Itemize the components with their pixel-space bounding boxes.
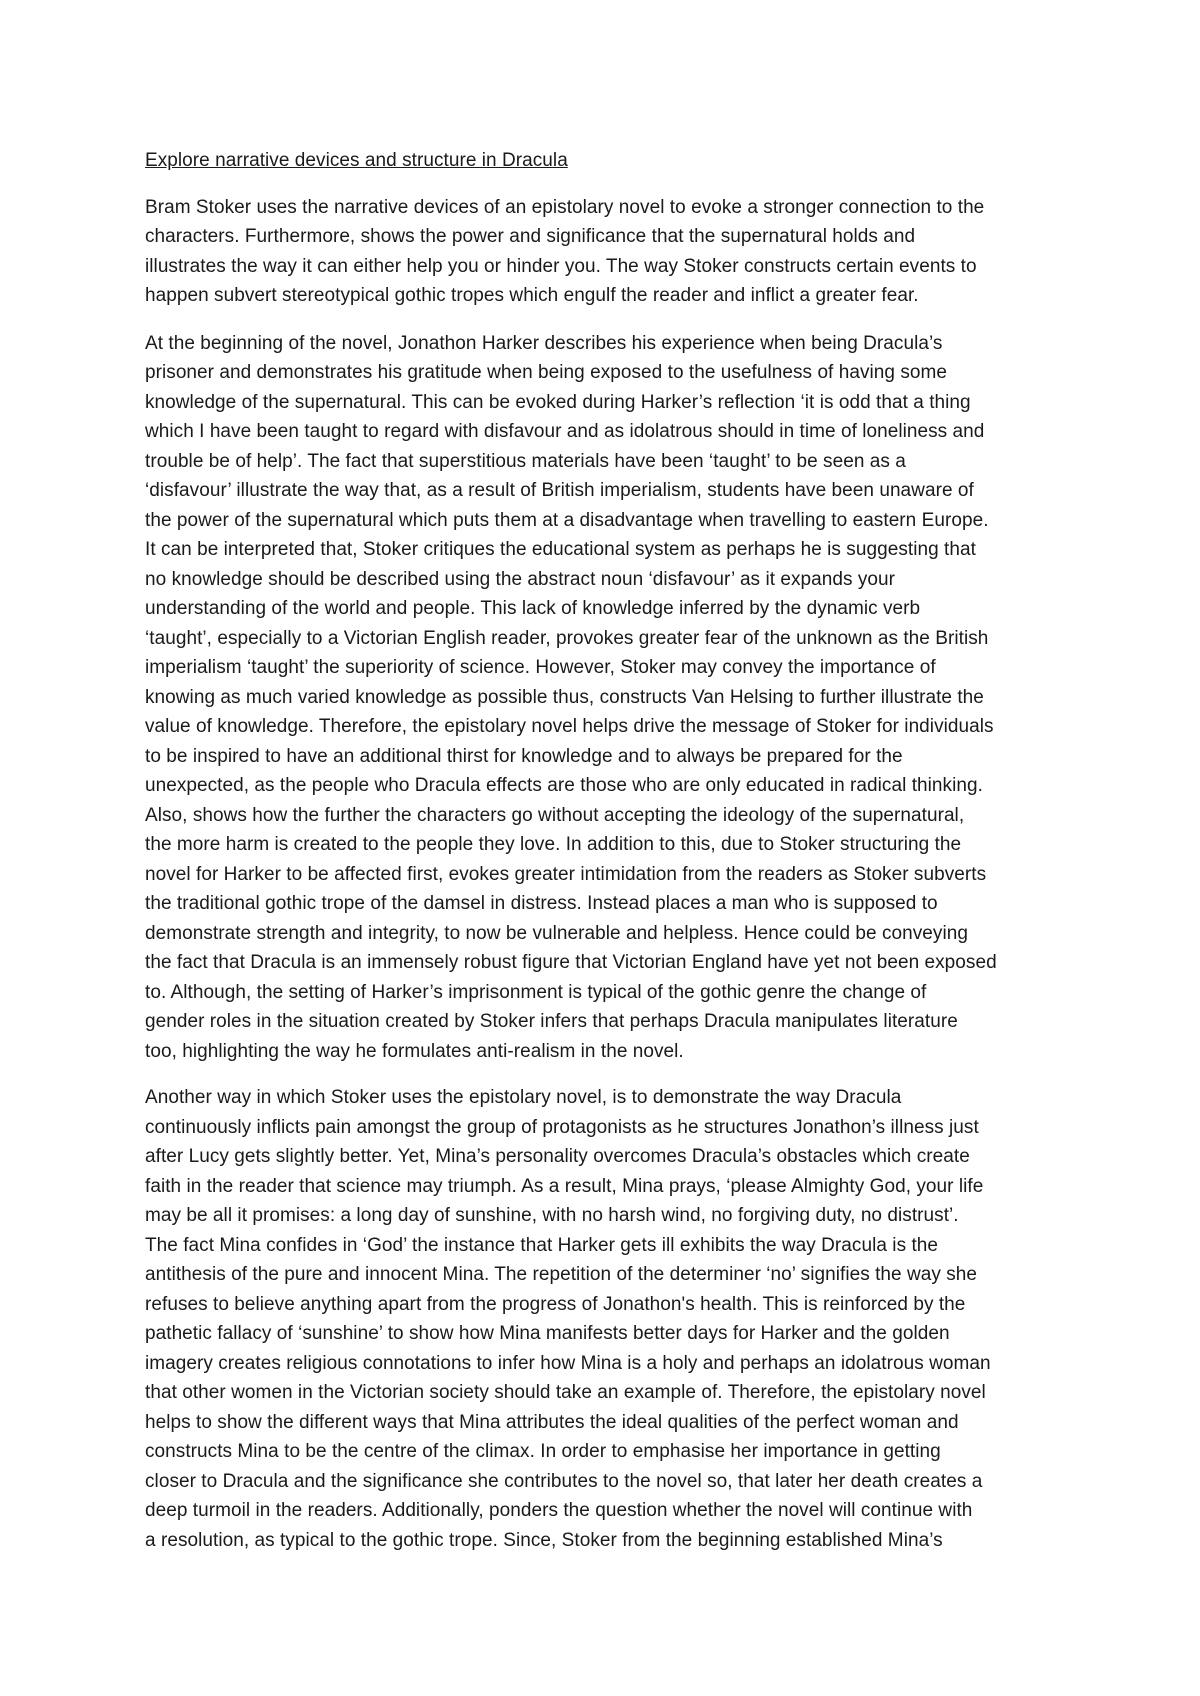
paragraphs-container [145, 193, 1065, 1556]
paragraph-line: knowing as much varied knowledge as possible thus, constructs Van Helsing to further illustrate the [145, 686, 984, 708]
paragraph-line: antithesis of the pure and innocent Mina. The repetition of the determiner ‘no’ signifies the way she [145, 1264, 978, 1285]
paragraph-line: the more harm is created to the people they love. In addition to this, due to Stoker structuring the [145, 834, 962, 855]
paragraph-line: the power of the supernatural which puts them at a disadvantage when travelling to eastern Europe. [145, 509, 989, 531]
paragraph-line: may be all it promises: a long day of sunshine, with no harsh wind, no forgiving duty, no distrust’. [145, 1205, 959, 1226]
paragraph-line: Bram Stoker uses the narrative devices of an epistolary novel to evoke a stronger connection to the [145, 196, 985, 218]
paragraph-line: the traditional gothic trope of the damsel in distress. Instead places a man who is supposed to [145, 893, 938, 914]
paragraph-line: illustrates the way it can either help you or hinder you. The way Stoker constructs certain events to [145, 255, 977, 277]
paragraph-line: imagery creates religious connotations to infer how Mina is a holy and perhaps an idolatrous woman [145, 1352, 991, 1374]
paragraph-line: demonstrate strength and integrity, to now be vulnerable and helpless. Hence could be conveying [145, 922, 968, 944]
paragraph-line: refuses to believe anything apart from the progress of Jonathon's health. This is reinforced by the [145, 1293, 966, 1315]
paragraph-line: helps to show the different ways that Mina attributes the ideal qualities of the perfect woman and [145, 1411, 959, 1433]
paragraph-line: to be inspired to have an additional thirst for knowledge and to always be prepared for the [145, 745, 903, 767]
paragraph-line: that other women in the Victorian society should take an example of. Therefore, the epistolary novel [145, 1382, 986, 1403]
paragraph-line: happen subvert stereotypical gothic tropes which engulf the reader and inflict a greater fear. [145, 285, 919, 306]
paragraph-line: faith in the reader that science may triumph. As a result, Mina prays, ‘please Almighty God, your life [145, 1175, 984, 1197]
paragraph-line: after Lucy gets slightly better. Yet, Mina’s personality overcomes Dracula’s obstacles which create [145, 1146, 970, 1167]
paragraph-line: knowledge of the supernatural. This can be evoked during Harker’s reflection ‘it is odd that a thing [145, 391, 971, 413]
paragraph-line: deep turmoil in the readers. Additionally, ponders the question whether the novel will continue with [145, 1500, 973, 1521]
paragraph-line: characters. Furthermore, shows the power and significance that the supernatural holds and [145, 226, 916, 247]
paragraph-line: too, highlighting the way he formulates anti-realism in the novel. [145, 1040, 684, 1062]
paragraph-line: no knowledge should be described using the abstract noun ‘disfavour’ as it expands your [145, 568, 896, 590]
document-title: Explore narrative devices and structure in Dracula [145, 150, 568, 171]
paragraph-line: Another way in which Stoker uses the epistolary novel, is to demonstrate the way Dracula [145, 1087, 902, 1108]
paragraph-line: The fact Mina confides in ‘God’ the instance that Harker gets ill exhibits the way Dracula is the [145, 1234, 939, 1256]
paragraph-line: imperialism ‘taught’ the superiority of science. However, Stoker may convey the importance of [145, 657, 936, 678]
paragraph-line: ‘disfavour’ illustrate the way that, as a result of British imperialism, students have been unaware of [145, 480, 974, 501]
paragraph-line: trouble be of help’. The fact that superstitious materials have been ‘taught’ to be seen as a [145, 450, 906, 472]
paragraph-line: the fact that Dracula is an immensely robust figure that Victorian England have yet not been exposed [145, 952, 997, 973]
paragraph-line: Also, shows how the further the characters go without accepting the ideology of the supernatural, [145, 804, 965, 826]
paragraph-line: prisoner and demonstrates his gratitude when being exposed to the usefulness of having some [145, 362, 947, 383]
paragraph-line: which I have been taught to regard with disfavour and as idolatrous should in time of loneliness and [145, 421, 985, 442]
paragraph-line: constructs Mina to be the centre of the climax. In order to emphasise her importance in getting [145, 1441, 941, 1462]
paragraph-line: gender roles in the situation created by Stoker infers that perhaps Dracula manipulates literature [145, 1011, 958, 1032]
paragraph-line: understanding of the world and people. This lack of knowledge inferred by the dynamic verb [145, 598, 921, 619]
paragraph-line: It can be interpreted that, Stoker critiques the educational system as perhaps he is suggesting that [145, 539, 976, 560]
paragraph-line: unexpected, as the people who Dracula effects are those who are only educated in radical thinking. [145, 775, 983, 796]
paragraph-line: At the beginning of the novel, Jonathon Harker describes his experience when being Dracula’s [145, 332, 943, 354]
paragraph-line: value of knowledge. Therefore, the epistolary novel helps drive the message of Stoker for individuals [145, 716, 994, 737]
paragraph [145, 329, 1065, 1067]
paragraph-line: closer to Dracula and the significance she contributes to the novel so, that later her death creates a [145, 1470, 983, 1492]
document-body [145, 146, 1065, 1555]
paragraph-line: pathetic fallacy of ‘sunshine’ to show how Mina manifests better days for Harker and the golden [145, 1323, 950, 1344]
paragraph-line: continuously inflicts pain amongst the group of protagonists as he structures Jonathon’s illness just [145, 1116, 979, 1138]
paragraph-line: ‘taught’, especially to a Victorian English reader, provokes greater fear of the unknown as the British [145, 627, 989, 649]
paragraph-line: to. Although, the setting of Harker’s imprisonment is typical of the gothic genre the change of [145, 981, 927, 1003]
paragraph [145, 1083, 1065, 1555]
paragraph [145, 193, 1065, 311]
paragraph-line: a resolution, as typical to the gothic trope. Since, Stoker from the beginning established Mina’s [145, 1529, 943, 1551]
paragraph-line: novel for Harker to be affected first, evokes greater intimidation from the readers as Stoker subverts [145, 863, 987, 885]
